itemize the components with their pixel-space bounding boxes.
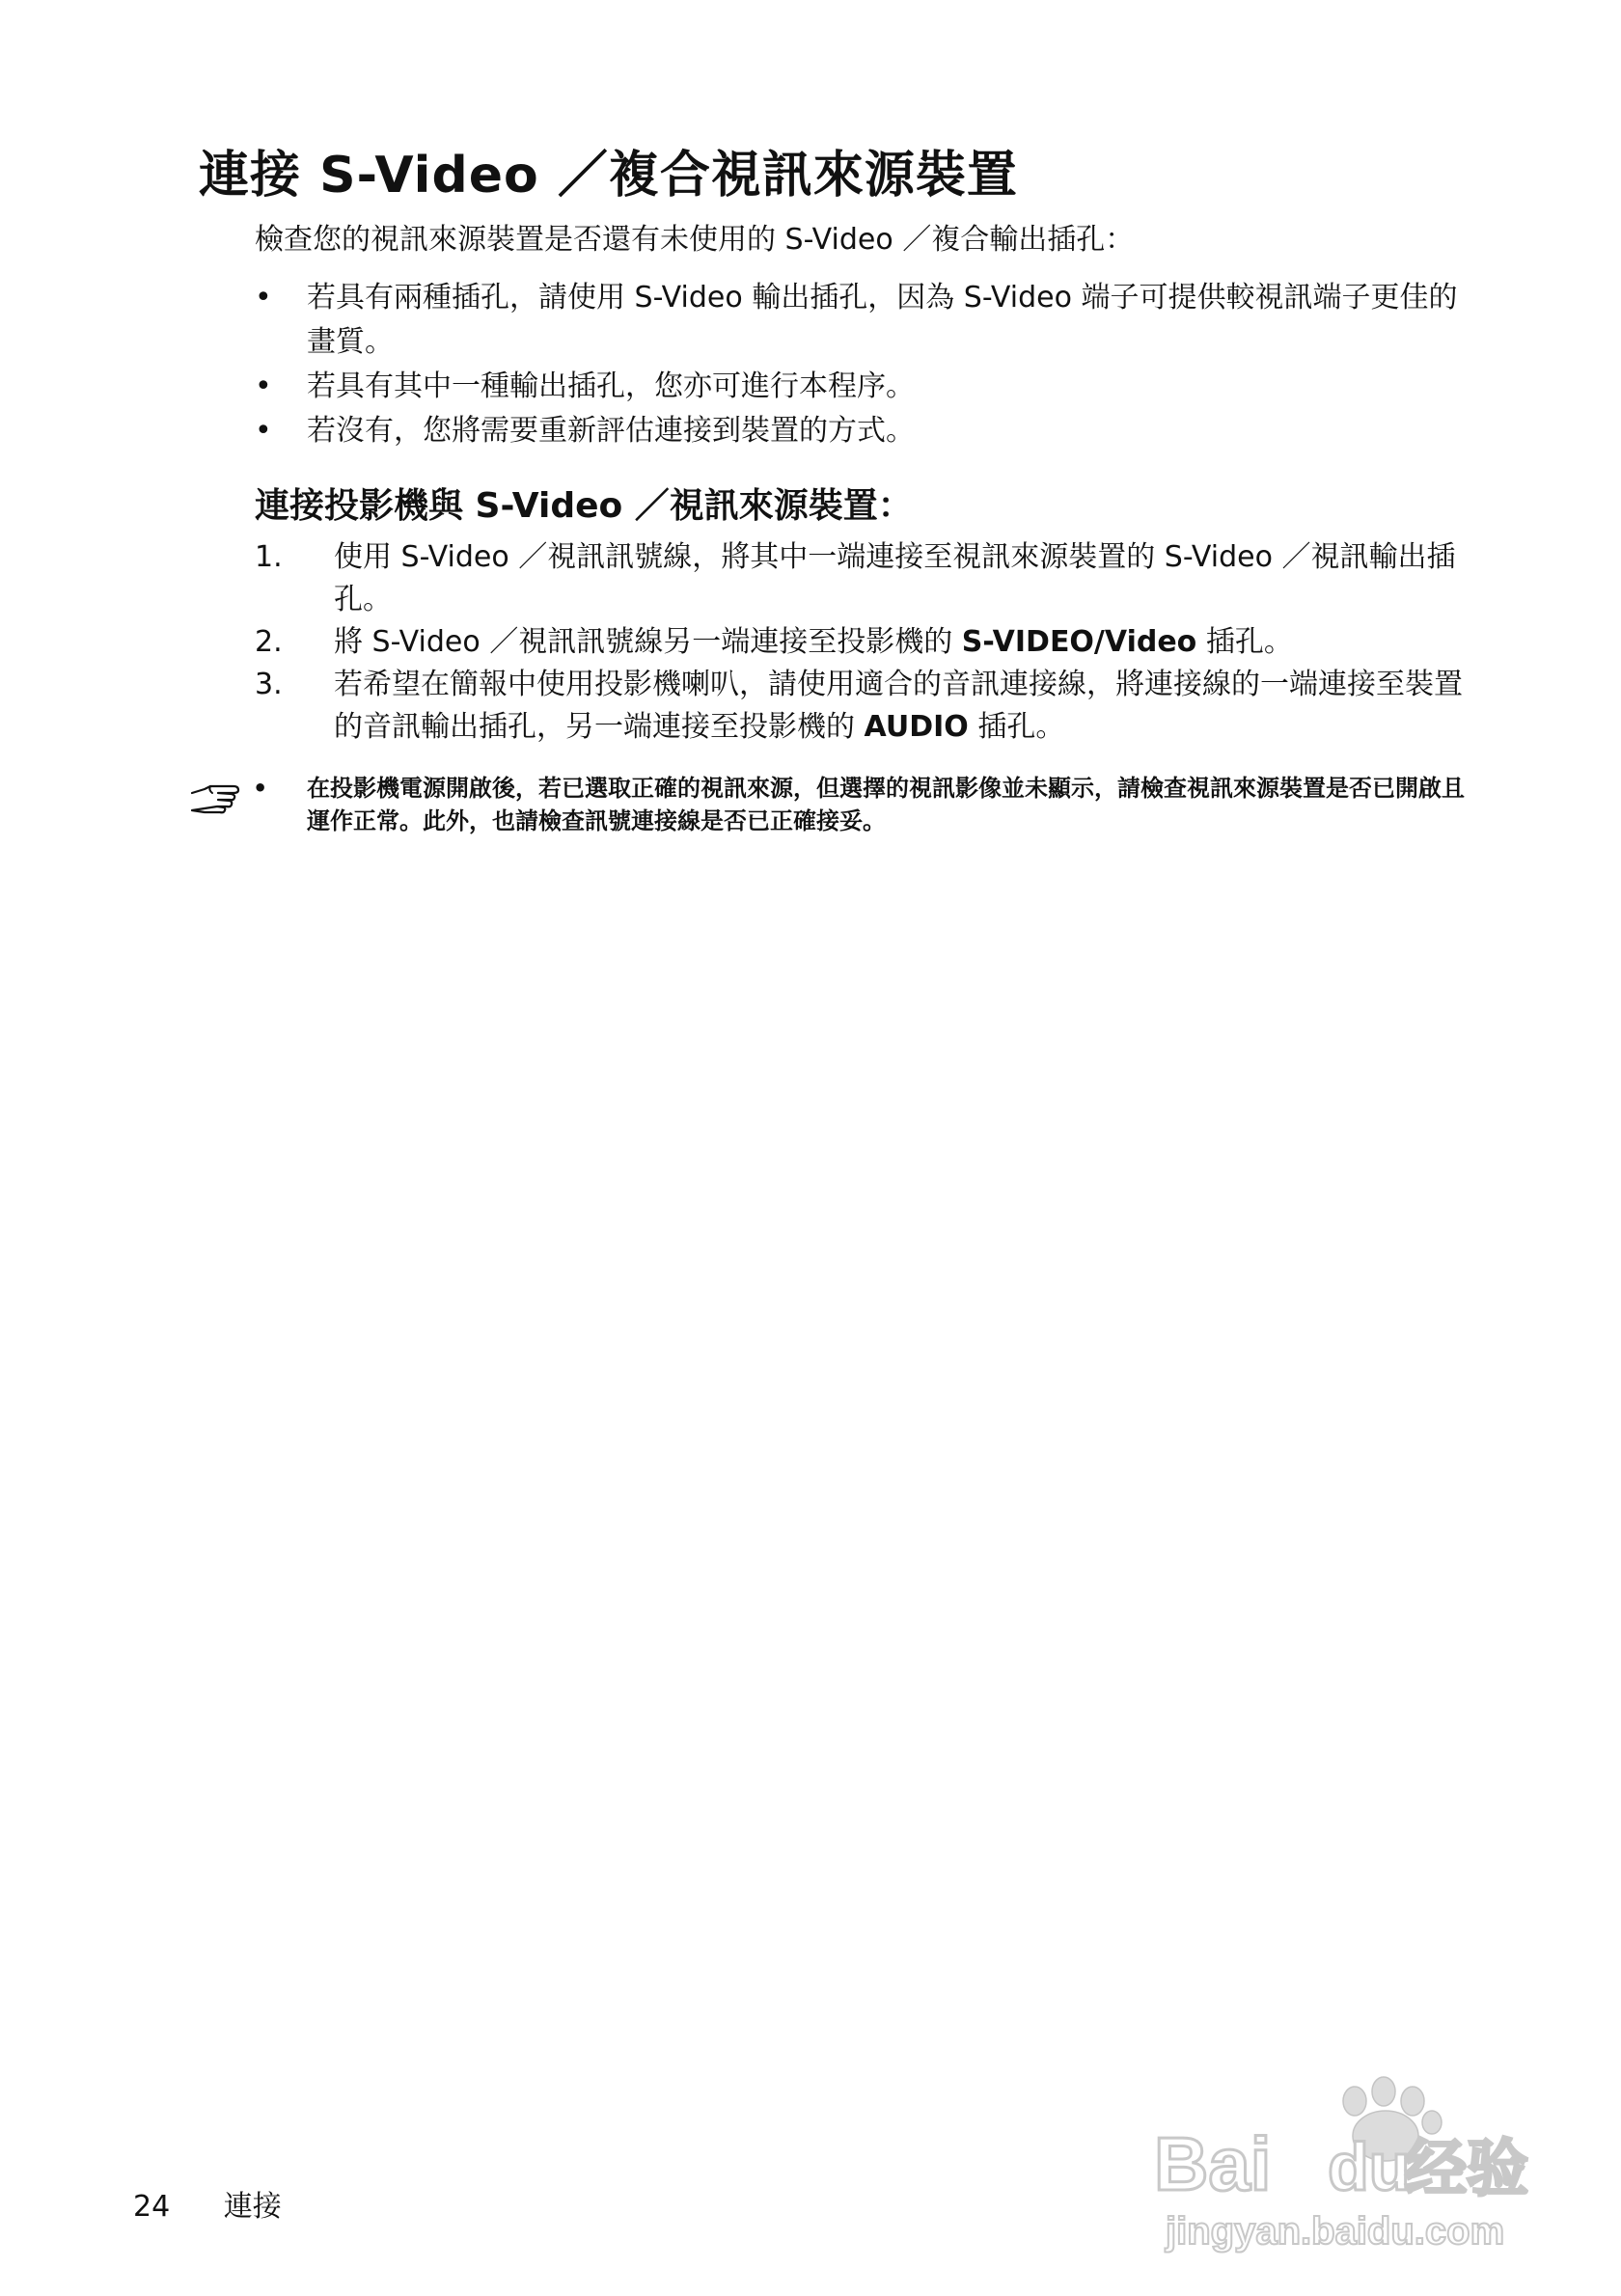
step-text-end: 插孔。 — [968, 710, 1065, 744]
jack-name: S-VIDEO/Video — [961, 625, 1197, 659]
baidu-jingyan-watermark — [1154, 2063, 1559, 2255]
list-item-text: 若具有其中一種輸出插孔，您亦可進行本程序。 — [307, 369, 915, 403]
step-text: 使用 S-Video ／視訊訊號線，將其中一端連接至視訊來源裝置的 S-Video ／視訊輸出插孔。 — [334, 540, 1456, 616]
bullet-marker: • — [255, 414, 272, 448]
step-item — [255, 536, 1480, 621]
step-item — [255, 664, 1480, 749]
list-item — [255, 276, 1470, 365]
watermark-brand-du: du — [1328, 2129, 1411, 2204]
note-text: 在投影機電源開啟後，若已選取正確的視訊來源，但選擇的視訊影像並未顯示，請檢查視訊來源裝置是否已開啟且運作正常。此外，也請檢查訊號連接線是否已正確接妥。 — [307, 775, 1465, 834]
bullet-marker: • — [255, 281, 272, 314]
numbered-steps — [255, 536, 1480, 749]
section-subheading: 連接投影機與 S-Video ／視訊來源裝置： — [255, 486, 913, 526]
step-item — [255, 621, 1480, 664]
watermark-brand-suffix: 经验 — [1405, 2134, 1528, 2205]
step-text-end: 插孔。 — [1196, 625, 1293, 659]
note-box — [189, 772, 1472, 841]
bullet-list — [255, 276, 1470, 453]
step-number: 1. — [255, 540, 283, 574]
step-text: 將 S-Video ／視訊訊號線另一端連接至投影機的 — [334, 625, 962, 659]
intro-paragraph: 檢查您的視訊來源裝置是否還有未使用的 S-Video ／複合輸出插孔： — [255, 223, 1135, 257]
pointing-hand-icon — [189, 781, 251, 816]
note-bullet: • — [253, 775, 268, 802]
page-title: 連接 S-Video ／複合視訊來源裝置 — [199, 147, 1018, 205]
step-text: 若希望在簡報中使用投影機喇叭，請使用適合的音訊連接線，將連接線的一端連接至裝置的音訊輸出插孔，另一端連接至投影機的 — [334, 668, 1463, 744]
step-number: 3. — [255, 668, 283, 701]
bullet-marker: • — [255, 369, 272, 403]
step-number: 2. — [255, 625, 283, 659]
watermark-brand: Bai — [1154, 2121, 1272, 2206]
list-item-text: 若沒有，您將需要重新評估連接到裝置的方式。 — [307, 414, 915, 448]
jack-name: AUDIO — [864, 710, 969, 744]
list-item — [255, 365, 1470, 409]
watermark-url: jingyan.baidu.com — [1166, 2210, 1505, 2253]
list-item-text: 若具有兩種插孔，請使用 S-Video 輸出插孔，因為 S-Video 端子可提供較視訊端子更佳的畫質。 — [307, 281, 1458, 359]
page-number: 24 — [133, 2190, 171, 2224]
list-item — [255, 409, 1470, 453]
page-footer — [133, 2188, 282, 2227]
footer-section-name: 連接 — [223, 2190, 282, 2224]
